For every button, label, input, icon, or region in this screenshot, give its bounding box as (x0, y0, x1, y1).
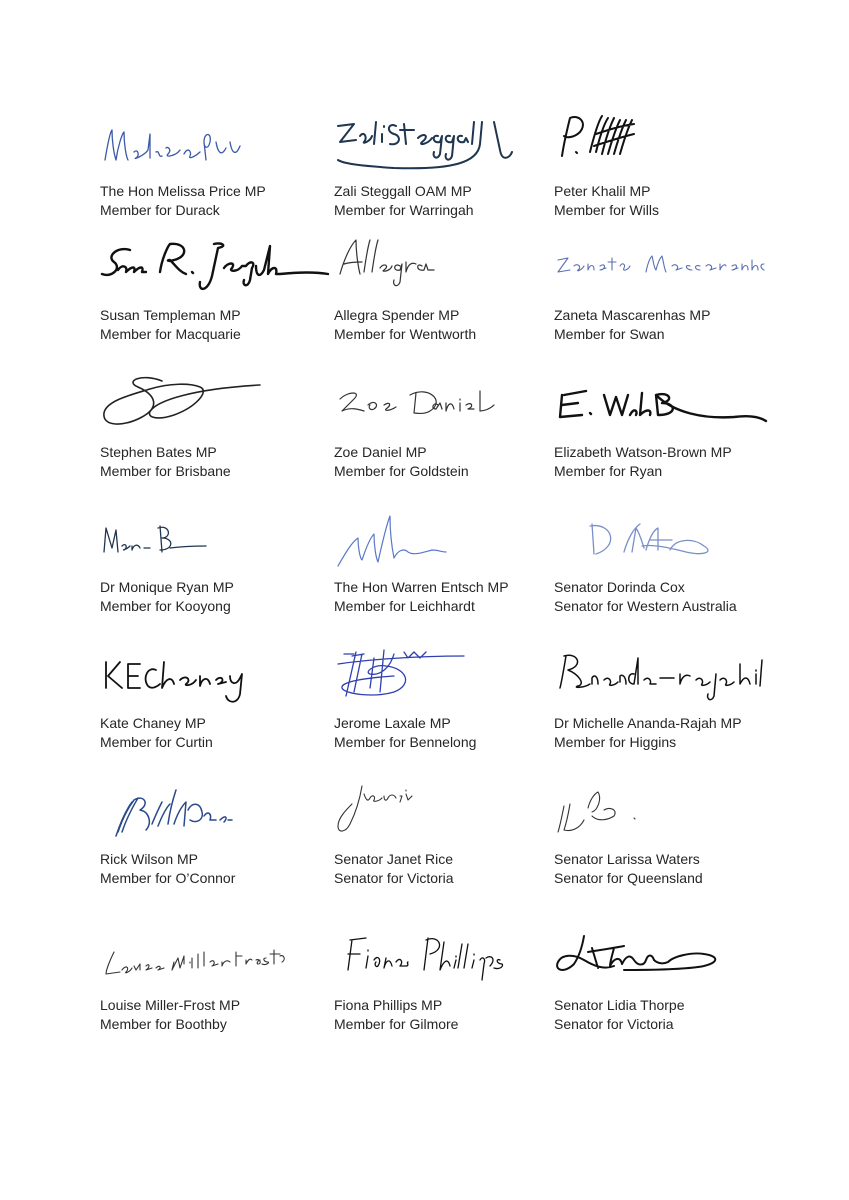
signatory-name: Rick Wilson MP (100, 851, 199, 867)
signature-susan-templeman (100, 236, 330, 306)
signatory-name: Fiona Phillips MP (334, 997, 443, 1013)
signature-allegra-spender (334, 236, 534, 306)
signatory-role: Member for Goldstein (334, 463, 469, 479)
signature-zoe-daniel (334, 373, 534, 443)
signature-rick-wilson (100, 780, 300, 850)
signatory-kate-chaney (100, 644, 340, 752)
signatory-name: Peter Khalil MP (554, 183, 651, 199)
signatory-role: Member for Bennelong (334, 734, 477, 750)
signatory-role: Member for Gilmore (334, 1016, 459, 1032)
signatory-role: Member for Curtin (100, 734, 213, 750)
signature-zaneta-mascarenhas (554, 236, 769, 306)
signatory-role: Member for Leichhardt (334, 598, 475, 614)
signatory-lidia-thorpe (554, 926, 794, 1034)
signatory-name: Stephen Bates MP (100, 444, 217, 460)
signatory-zaneta-mascarenhas (554, 236, 794, 344)
signature-louise-miller-frost (100, 926, 300, 996)
signatory-peter-khalil (554, 112, 794, 220)
signatory-name: Kate Chaney MP (100, 715, 206, 731)
signatory-zali-steggall (334, 112, 574, 220)
signatory-name: Senator Dorinda Cox (554, 579, 685, 595)
signature-zali-steggall (334, 112, 534, 182)
signatory-role: Member for Warringah (334, 202, 474, 218)
signatory-role: Senator for Queensland (554, 870, 703, 886)
signatory-name: Dr Monique Ryan MP (100, 579, 234, 595)
signatory-monique-ryan (100, 508, 340, 616)
signatory-role: Member for Wentworth (334, 326, 477, 342)
signatory-louise-miller-frost (100, 926, 340, 1034)
signatory-name: Susan Templeman MP (100, 307, 241, 323)
signature-elizabeth-watson-brown (554, 373, 774, 443)
signatory-michelle-ananda-rajah (554, 644, 794, 752)
signature-janet-rice (334, 780, 534, 850)
signatory-role: Senator for Western Australia (554, 598, 737, 614)
signatory-susan-templeman (100, 236, 340, 344)
signature-larissa-waters (554, 780, 754, 850)
signature-warren-entsch (334, 508, 534, 578)
signatory-role: Member for Durack (100, 202, 220, 218)
signature-kate-chaney (100, 644, 300, 714)
signatory-elizabeth-watson-brown (554, 373, 794, 481)
signatory-jerome-laxale (334, 644, 574, 752)
signatory-name: Senator Janet Rice (334, 851, 454, 867)
signatory-name: Zali Steggall OAM MP (334, 183, 472, 199)
signatory-name: The Hon Melissa Price MP (100, 183, 266, 199)
signature-dorinda-cox (554, 508, 754, 578)
signatory-name: Elizabeth Watson-Brown MP (554, 444, 732, 460)
signatory-role: Member for Macquarie (100, 326, 241, 342)
signature-monique-ryan (100, 508, 300, 578)
signature-lidia-thorpe (554, 926, 754, 996)
signatory-name: Senator Larissa Waters (554, 851, 700, 867)
signatory-name: Zoe Daniel MP (334, 444, 427, 460)
signature-peter-khalil (554, 112, 754, 182)
signatory-role: Member for Brisbane (100, 463, 231, 479)
signatory-dorinda-cox (554, 508, 794, 616)
signatory-name: Zaneta Mascarenhas MP (554, 307, 711, 323)
signatory-role: Member for Higgins (554, 734, 677, 750)
signatory-role: Member for O’Connor (100, 870, 236, 886)
signature-michelle-ananda-rajah (554, 644, 769, 714)
signatory-role: Senator for Victoria (554, 1016, 674, 1032)
signature-fiona-phillips (334, 926, 534, 996)
signatory-rick-wilson (100, 780, 340, 888)
signatory-name: Louise Miller-Frost MP (100, 997, 241, 1013)
signature-jerome-laxale (334, 644, 534, 714)
signatory-role: Member for Ryan (554, 463, 663, 479)
signatory-name: Dr Michelle Ananda-Rajah MP (554, 715, 742, 731)
signatory-role: Member for Wills (554, 202, 660, 218)
signatory-name: Senator Lidia Thorpe (554, 997, 685, 1013)
signatory-fiona-phillips (334, 926, 574, 1034)
signature-melissa-price (100, 112, 300, 182)
signatory-allegra-spender (334, 236, 574, 344)
signatory-name: Allegra Spender MP (334, 307, 460, 323)
signatory-name: Jerome Laxale MP (334, 715, 451, 731)
signatory-role: Senator for Victoria (334, 870, 454, 886)
signatory-stephen-bates (100, 373, 340, 481)
signatory-larissa-waters (554, 780, 794, 888)
signature-stephen-bates (100, 373, 300, 443)
signatory-warren-entsch (334, 508, 574, 616)
signatory-role: Member for Swan (554, 326, 665, 342)
signatory-role: Member for Kooyong (100, 598, 231, 614)
signatory-role: Member for Boothby (100, 1016, 227, 1032)
signatory-janet-rice (334, 780, 574, 888)
signatory-zoe-daniel (334, 373, 574, 481)
signatory-melissa-price (100, 112, 340, 220)
signatory-name: The Hon Warren Entsch MP (334, 579, 509, 595)
